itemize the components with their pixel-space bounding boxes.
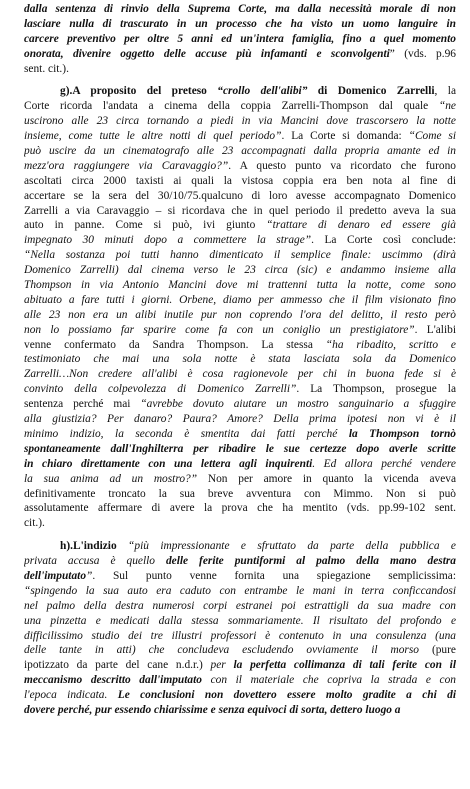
text-run: la Thompson tornò [348, 427, 456, 440]
text-line [24, 584, 456, 599]
text-run: “spingendo la sua auto era caduto con entrambe le mani in terra conficcandosi [24, 584, 456, 597]
text-line [24, 457, 456, 472]
text-run: abituato a fare tutti i giorni. Orbene, diamo per ammesso che il film visionato fino [24, 293, 456, 306]
text-run: la sua anima ad un mostro?” [24, 472, 198, 485]
paragraph-p1 [24, 84, 456, 531]
text-run: può uscire da un cinematografo alle 23 accompagnati dalla propria amante ed in [24, 145, 456, 158]
text-line [24, 629, 456, 644]
text-line [24, 174, 456, 189]
text-line [24, 17, 456, 32]
text-line [24, 338, 456, 353]
text-run: alle 23 non era un alibi inutile pur non coprendo l'ora del delitto, il resto però [24, 308, 456, 321]
paragraph-gap [24, 531, 456, 539]
text-run: ” (vds. p.96 [389, 47, 456, 60]
text-run: “Come si [408, 130, 456, 143]
text-line [24, 144, 456, 159]
text-line [24, 323, 456, 338]
text-run: Thompson in via Antonio Mancini dove mi trattenni tutta la notte, come sono [24, 279, 456, 292]
text-run: carcere preventivo per oltre 5 anni ed un'intera famiglia, fino a quel momento [24, 32, 456, 45]
text-run: lasciare nulla di trascurato in un processo che ha visto un uomo languire in [24, 17, 456, 30]
text-run: dovere perché, pur essendo chiarissime e senza equivoci di sorta, dettero luogo a [24, 703, 401, 716]
text-run: Domenico Zarrelli) dal cinema verso le 23 circa (sic) e andammo insieme alla [24, 264, 456, 277]
text-run: . La Corte così conclude: [311, 234, 456, 247]
text-run: “crollo dell'alibi” [217, 85, 308, 98]
text-run: accertare se la sera del 30/10/75.qualcuno di loro avesse accompagnato Domenico [24, 189, 456, 202]
text-run: venne confermato da Sandra Thompson. La stessa [24, 338, 326, 351]
text-line [24, 367, 456, 382]
text-run: h).L'indizio [60, 540, 129, 553]
text-run: ascoltati circa 2000 taxisti ai quali la vistosa coppia era ben nota al fine di [24, 174, 456, 187]
text-run: auto in panne. Come si può, ivi giunto [24, 219, 267, 232]
text-line [24, 487, 456, 502]
text-run: sentenza perché mai [24, 398, 141, 411]
text-run: convinto della colpevolezza di Domenico Zarrelli” [24, 383, 297, 396]
text-run: assolutamente affermare di avere la prova che ha mentito (vds. pp.99-102 sent. [24, 502, 456, 515]
text-run: “ne [438, 100, 456, 113]
text-run: in chiaro direttamente con una lettera agli inquirenti [24, 457, 313, 470]
text-run: “Nella sostanza poi tutti hanno dimenticato il semplice finale: uscimmo (dirà [24, 249, 456, 262]
text-line [24, 278, 456, 293]
text-line [24, 62, 456, 77]
text-line [24, 129, 456, 144]
text-run: non lo possiamo far sparire come fa con un coniglio un prestigiatore” [24, 323, 415, 336]
text-run: . A questo punto va ricordato che furono [228, 159, 456, 172]
document-page [24, 2, 456, 718]
text-line [24, 308, 456, 323]
text-run: Corte ricorda l'andata a cinema della coppia Zarrelli-Thompson dal quale [24, 100, 439, 113]
text-run: cit.). [24, 517, 45, 530]
text-line [24, 569, 456, 584]
text-line [24, 427, 456, 442]
text-run: . L'alibi [414, 323, 456, 336]
text-line [24, 554, 456, 569]
text-run: impegnato 30 minuti dopo a commettere la strage” [24, 234, 312, 247]
text-run: minimo indizio, la seconda è smentita dai fatti perché [24, 427, 349, 440]
text-line [24, 397, 456, 412]
text-run: g).A proposito del preteso [60, 85, 218, 98]
text-line [24, 703, 456, 718]
text-line [24, 516, 456, 531]
text-run: . Ed allora perché vendere [312, 457, 456, 470]
text-run: ipotizzato da parte del cane n.d.r.) [24, 659, 211, 672]
text-line [24, 599, 456, 614]
text-run: per [210, 659, 234, 672]
text-line [24, 382, 456, 397]
text-run: mezz'ora raggiungere via Caravaggio?” [24, 159, 229, 172]
text-run: “ha ribadito, scritto e [325, 338, 456, 351]
text-run: . La Corte si domanda: [281, 130, 409, 143]
text-run: meccanismo descritto dall'imputato [24, 674, 202, 687]
text-line [24, 442, 456, 457]
text-run: delle tante in atti) che concludeva escludendo ovviamente il morso [24, 644, 419, 657]
text-run: (pure [418, 644, 456, 657]
text-run: delle ferite puntiformi al palmo della mano destra [165, 555, 456, 568]
text-run: Le conclusioni non dovettero essere molto gradite a chi di [117, 689, 456, 702]
text-run: con il materiale che copriva la strada e con [201, 674, 456, 687]
text-run: una pinzetta e medicati dalla stessa sommariamente. Il risultato del profondo e [24, 614, 456, 627]
text-line [24, 233, 456, 248]
text-run: alla giustizia? Per danaro? Paura? Amore? Della prima ipotesi non vi è il [24, 413, 456, 426]
text-run: testimoniato che mai una sola notte è stata lasciata sola da Domenico [24, 353, 456, 366]
text-line [24, 189, 456, 204]
text-line [24, 643, 456, 658]
text-line [24, 99, 456, 114]
text-line [24, 2, 456, 17]
text-run: . Sul punto venne fornita una spiegazione semplicissima: [92, 569, 456, 582]
text-line [24, 658, 456, 673]
text-line [24, 263, 456, 278]
text-run: , la [434, 85, 456, 98]
text-run: . La Thompson, prosegue la [296, 383, 456, 396]
paragraph-p0 [24, 2, 456, 76]
text-run: Zarrelli a via Caravaggio – si ricordava che in quel periodo il predetto aveva la sua [24, 204, 456, 217]
text-line [24, 114, 456, 129]
text-run: definitivamente troncato la sua breve avventura con Mimmo. Non si può [24, 487, 456, 500]
text-line [24, 84, 456, 99]
text-run: insieme, come tutte le altre notti di quel periodo” [24, 130, 282, 143]
text-run: ” [86, 569, 93, 582]
paragraph-gap [24, 76, 456, 84]
text-line [24, 204, 456, 219]
text-run: privata accusa è quello [24, 555, 166, 568]
text-run: “avrebbe dovuto aiutare un mostro sanguinario a sfuggire [140, 398, 456, 411]
paragraph-p2 [24, 539, 456, 718]
text-line [24, 472, 456, 487]
text-run: di Domenico Zarrelli [307, 85, 435, 98]
text-line [24, 539, 456, 554]
text-run: difficilissimo studio dei tre illustri professori è contenuto in una consulenza (una [24, 629, 456, 642]
text-line [24, 614, 456, 629]
text-line [24, 673, 456, 688]
text-run: nel palmo della destra numerosi corpi estranei poi estrattigli da sua madre con [24, 599, 456, 612]
text-run: spontaneamente dall'Inghilterra per ribadire le sue certezze dopo averle scritte [24, 442, 456, 455]
text-line [24, 159, 456, 174]
text-run: dell'imputato [24, 569, 87, 582]
text-line [24, 352, 456, 367]
text-line [24, 47, 456, 62]
text-run: uscirono alle 23 circa tornando a piedi in via Mancini dove trascorsero la notte [24, 115, 456, 128]
text-run: Non per amore in quanto la vicenda aveva [197, 472, 456, 485]
text-run: “trattare di denaro ed essere già [266, 219, 456, 232]
text-line [24, 501, 456, 516]
text-run: dalla sentenza di rinvio della Suprema Corte, ma dalla necessità morale di non [24, 3, 456, 15]
text-line [24, 688, 456, 703]
text-line [24, 248, 456, 263]
text-run: “più impressionante e sfruttato da parte della pubblica e [128, 540, 456, 553]
text-line [24, 32, 456, 47]
text-run: onorata, divenire oggetto delle accuse più infamanti e sconvolgenti [24, 47, 390, 60]
text-run: sent. cit.). [24, 62, 69, 75]
text-line [24, 412, 456, 427]
text-line [24, 218, 456, 233]
text-run: la perfetta collimanza di tali ferite con il [233, 659, 456, 672]
text-run: l'epoca indicata. [24, 689, 118, 702]
text-run: Zarrelli…Non credere all'alibi è cosa ragionevole per chi in buona fede si è [24, 368, 456, 381]
text-line [24, 293, 456, 308]
